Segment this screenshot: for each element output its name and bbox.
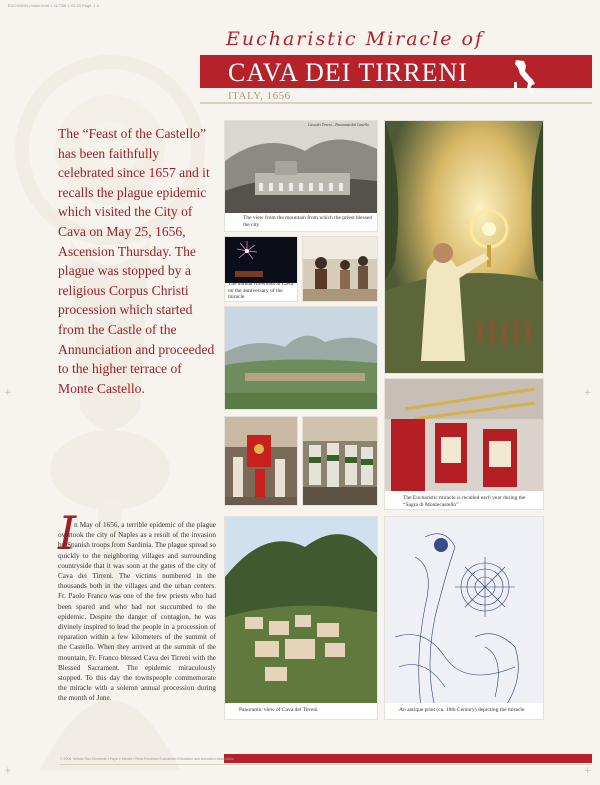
viaduct-landscape-photo (224, 306, 378, 410)
trumpeters-photo-caption: The Eucharistic miracle is recalled each year during the “Sagra di Montecastello” (403, 495, 526, 508)
script-title: Eucharistic Miracle of (226, 28, 485, 50)
subtitle-location-year: ITALY, 1656 (228, 90, 291, 102)
banner-procession-photo (224, 416, 298, 506)
mountain-photo-caption: The view from the mountain from which the priest blessed the city (243, 215, 373, 228)
fireworks-photo-caption: The annual fireworks at Cava on the anniversary of the miracle (228, 281, 294, 300)
body-paragraph: n May of 1656, a terrible epidemic of the plague overtook the city of Naples as a result of the invasion by Spanish troops from Sardinia. The plague spread so quickly to the neighboring villages and surrounding countryside that it was soon at the gates of the city of Cava dei Tirreni. The victims numbered in the thousands both in the villages and the urban centers. Fr. Paolo Franco was one of the few priests who had been spared and who had not succumbed to the epidemic. Despite the danger of contagion, he was divinely inspired to lead the people in a procession of reparation within a few kilometers of the summit of the Castello. When they arrived at the summit of the mountain, Fr. Franco blessed Cava dei Tirreni with the Blessed Sacrament. The epidemic miraculously stopped. To this day the townspeople commemorate the miracle with a solemn annual procession during the month of June. (58, 521, 216, 703)
antique-print-photo (384, 516, 544, 720)
lead-paragraph: The “Feast of the Castello” has been faithfully celebrated since 1657 and it recalls the plague epidemic which visited the City of Cava on May 25, 1656, Ascension Thursday. The plague was stopped by a religious Corpus Christi procession which started from the Castle of the Annunciation and proceeded to the higher terrace of Monte Castello. (58, 126, 215, 396)
antique-print-caption: An antique print (ca. 18th Century) depicting the miracle (399, 707, 525, 713)
mountain-photo-inset-text: Cava dei Tirreni – Panorama dal Castello (308, 123, 369, 127)
footer-credit: © 2006, Istituto San Clemente I Papa e Martire / Real Presence Eucharistic Education and Adoration Association (60, 757, 235, 761)
fireworks-photo (224, 236, 298, 302)
trumpeters-banners-photo (384, 378, 544, 510)
italy-map-icon (510, 58, 538, 98)
print-slug: EUCH0004 poster.indd 1 11/7/06 1:03:33 Page: 1 A (8, 3, 100, 8)
page-title: CAVA DEI TIRRENI (228, 58, 468, 87)
registration-mark: + (4, 388, 12, 398)
header-rule (200, 102, 592, 104)
mountain-view-photo (224, 120, 378, 232)
panoramic-view-photo (224, 516, 378, 720)
costumed-musicians-photo (302, 236, 378, 302)
footer-rule (60, 764, 592, 765)
registration-mark: + (584, 388, 592, 398)
priest-monstrance-painting (384, 120, 544, 374)
registration-mark: + (4, 766, 12, 776)
drop-cap: I (58, 506, 77, 560)
costumed-march-photo (302, 416, 378, 506)
registration-mark: + (584, 766, 592, 776)
panoramic-photo-caption: Panoramic view of Cava dei Tirreni (239, 707, 318, 713)
footer-banner (224, 754, 592, 763)
